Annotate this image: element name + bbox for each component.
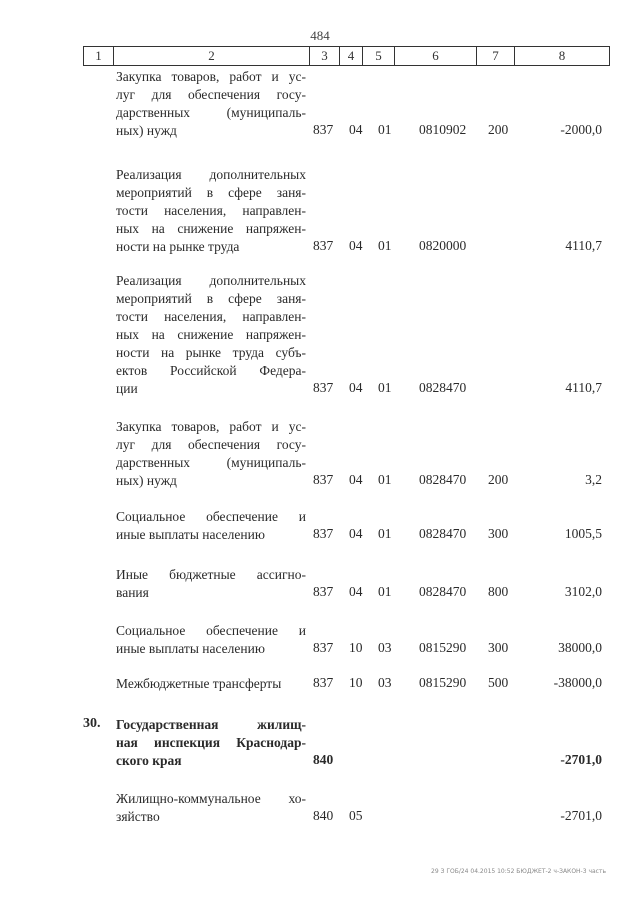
row-description	[116, 68, 306, 140]
cell-c4: 04	[349, 526, 363, 541]
description-line: ции	[116, 381, 138, 396]
row-description	[116, 166, 306, 256]
cell-c3: 837	[313, 640, 334, 655]
description-line: ных) нужд	[116, 123, 177, 138]
description-line: Иные бюджетные ассигно-	[116, 567, 306, 582]
description-line: мероприятий в сфере заня-	[116, 291, 306, 306]
cell-c7: 200	[488, 122, 509, 137]
row-description	[116, 622, 306, 658]
cell-c8: -2000,0	[560, 122, 602, 137]
header-col-6: 6	[395, 47, 477, 65]
cell-c3: 837	[313, 238, 334, 253]
description-line: тости населения, направлен-	[116, 203, 306, 218]
cell-c4: 04	[349, 472, 363, 487]
description-line: ных на снижение напряжен-	[116, 327, 306, 342]
cell-c6: 0815290	[419, 640, 467, 655]
cell-c8: 4110,7	[565, 380, 602, 395]
row-description	[116, 508, 306, 544]
description-line: Закупка товаров, работ и ус-	[116, 69, 306, 84]
cell-c3: 840	[313, 808, 334, 823]
cell-c4: 10	[349, 640, 363, 655]
cell-c7: 500	[488, 675, 509, 690]
cell-c8: -38000,0	[553, 675, 602, 690]
cell-c5: 01	[378, 122, 392, 137]
description-line: зяйство	[116, 809, 160, 824]
cell-c5: 01	[378, 584, 392, 599]
header-col-3: 3	[310, 47, 340, 65]
cell-c3: 837	[313, 122, 334, 137]
row-description	[116, 418, 306, 490]
cell-c3: 840	[313, 752, 334, 767]
header-col-4: 4	[340, 47, 363, 65]
cell-c7: 300	[488, 640, 509, 655]
cell-c6: 0828470	[419, 380, 467, 395]
description-line: мероприятий в сфере заня-	[116, 185, 306, 200]
description-line: Государственная жилищ-	[116, 717, 306, 732]
page-number: 484	[310, 28, 330, 43]
cell-c3: 837	[313, 526, 334, 541]
header-col-1: 1	[84, 47, 114, 65]
cell-c5: 03	[378, 640, 392, 655]
cell-c3: 837	[313, 380, 334, 395]
description-line: иные выплаты населению	[116, 527, 265, 542]
cell-c8: -2701,0	[560, 808, 602, 823]
description-line: Жилищно-коммунальное хо-	[116, 791, 306, 806]
description-line: ных) нужд	[116, 473, 177, 488]
cell-c3: 837	[313, 675, 334, 690]
cell-c4: 04	[349, 122, 363, 137]
description-line: Социальное обеспечение и	[116, 509, 306, 524]
cell-c7: 200	[488, 472, 509, 487]
description-line: Социальное обеспечение и	[116, 623, 306, 638]
cell-c8: 1005,5	[564, 526, 602, 541]
footer-stamp: 29 З ГОБ/24 04.2015 10:52 БЮДЖЕТ-2 ч-ЗАКОН-3 часть	[431, 868, 606, 875]
cell-c8: 3102,0	[564, 584, 602, 599]
cell-c8: 3,2	[585, 472, 602, 487]
cell-c5: 01	[378, 380, 392, 395]
header-col-7: 7	[477, 47, 515, 65]
description-line: вания	[116, 585, 149, 600]
cell-c4: 04	[349, 380, 363, 395]
row-description	[116, 716, 306, 770]
cell-c6: 0828470	[419, 472, 467, 487]
description-line: ского края	[116, 753, 182, 768]
cell-c8: -2701,0	[560, 752, 602, 767]
cell-c4: 04	[349, 584, 363, 599]
cell-c5: 01	[378, 526, 392, 541]
description-line: луг для обеспечения госу-	[116, 87, 306, 102]
description-line: иные выплаты населению	[116, 641, 265, 656]
cell-c6: 0820000	[419, 238, 467, 253]
description-line: луг для обеспечения госу-	[116, 437, 306, 452]
description-line: ности на рынке труда субъ-	[116, 345, 306, 360]
cell-c3: 837	[313, 472, 334, 487]
description-line: Закупка товаров, работ и ус-	[116, 419, 306, 434]
header-col-2: 2	[114, 47, 310, 65]
description-line: ная инспекция Краснодар-	[116, 735, 306, 750]
description-line: дарственных (муниципаль-	[116, 105, 306, 120]
header-col-8: 8	[558, 48, 566, 63]
cell-c8: 38000,0	[558, 640, 602, 655]
cell-c4: 05	[349, 808, 363, 823]
cell-c6: 0810902	[419, 122, 467, 137]
header-col-5: 5	[363, 47, 395, 65]
row-description	[116, 566, 306, 602]
description-line: ных на снижение напряжен-	[116, 221, 306, 236]
cell-c5: 01	[378, 238, 392, 253]
description-line: ности на рынке труда	[116, 239, 240, 254]
description-line: тости населения, направлен-	[116, 309, 306, 324]
description-line: ектов Российской Федера-	[116, 363, 306, 378]
cell-c6: 0815290	[419, 675, 467, 690]
section-number: 30.	[83, 716, 101, 731]
description-line: Реализация дополнительных	[116, 273, 306, 288]
cell-c5: 03	[378, 675, 392, 690]
cell-c6: 0828470	[419, 584, 467, 599]
cell-c7: 800	[488, 584, 509, 599]
cell-c4: 04	[349, 238, 363, 253]
row-description	[116, 272, 306, 398]
cell-c6: 0828470	[419, 526, 467, 541]
cell-c7: 300	[488, 526, 509, 541]
cell-c3: 837	[313, 584, 334, 599]
description-line: Межбюджетные трансферты	[116, 676, 282, 691]
row-description	[116, 790, 306, 826]
cell-c5: 01	[378, 472, 392, 487]
cell-c4: 10	[349, 675, 363, 690]
description-line: дарственных (муниципаль-	[116, 455, 306, 470]
table-header	[83, 46, 610, 66]
row-description	[116, 675, 306, 693]
cell-c8: 4110,7	[565, 238, 602, 253]
description-line: Реализация дополнительных	[116, 167, 306, 182]
